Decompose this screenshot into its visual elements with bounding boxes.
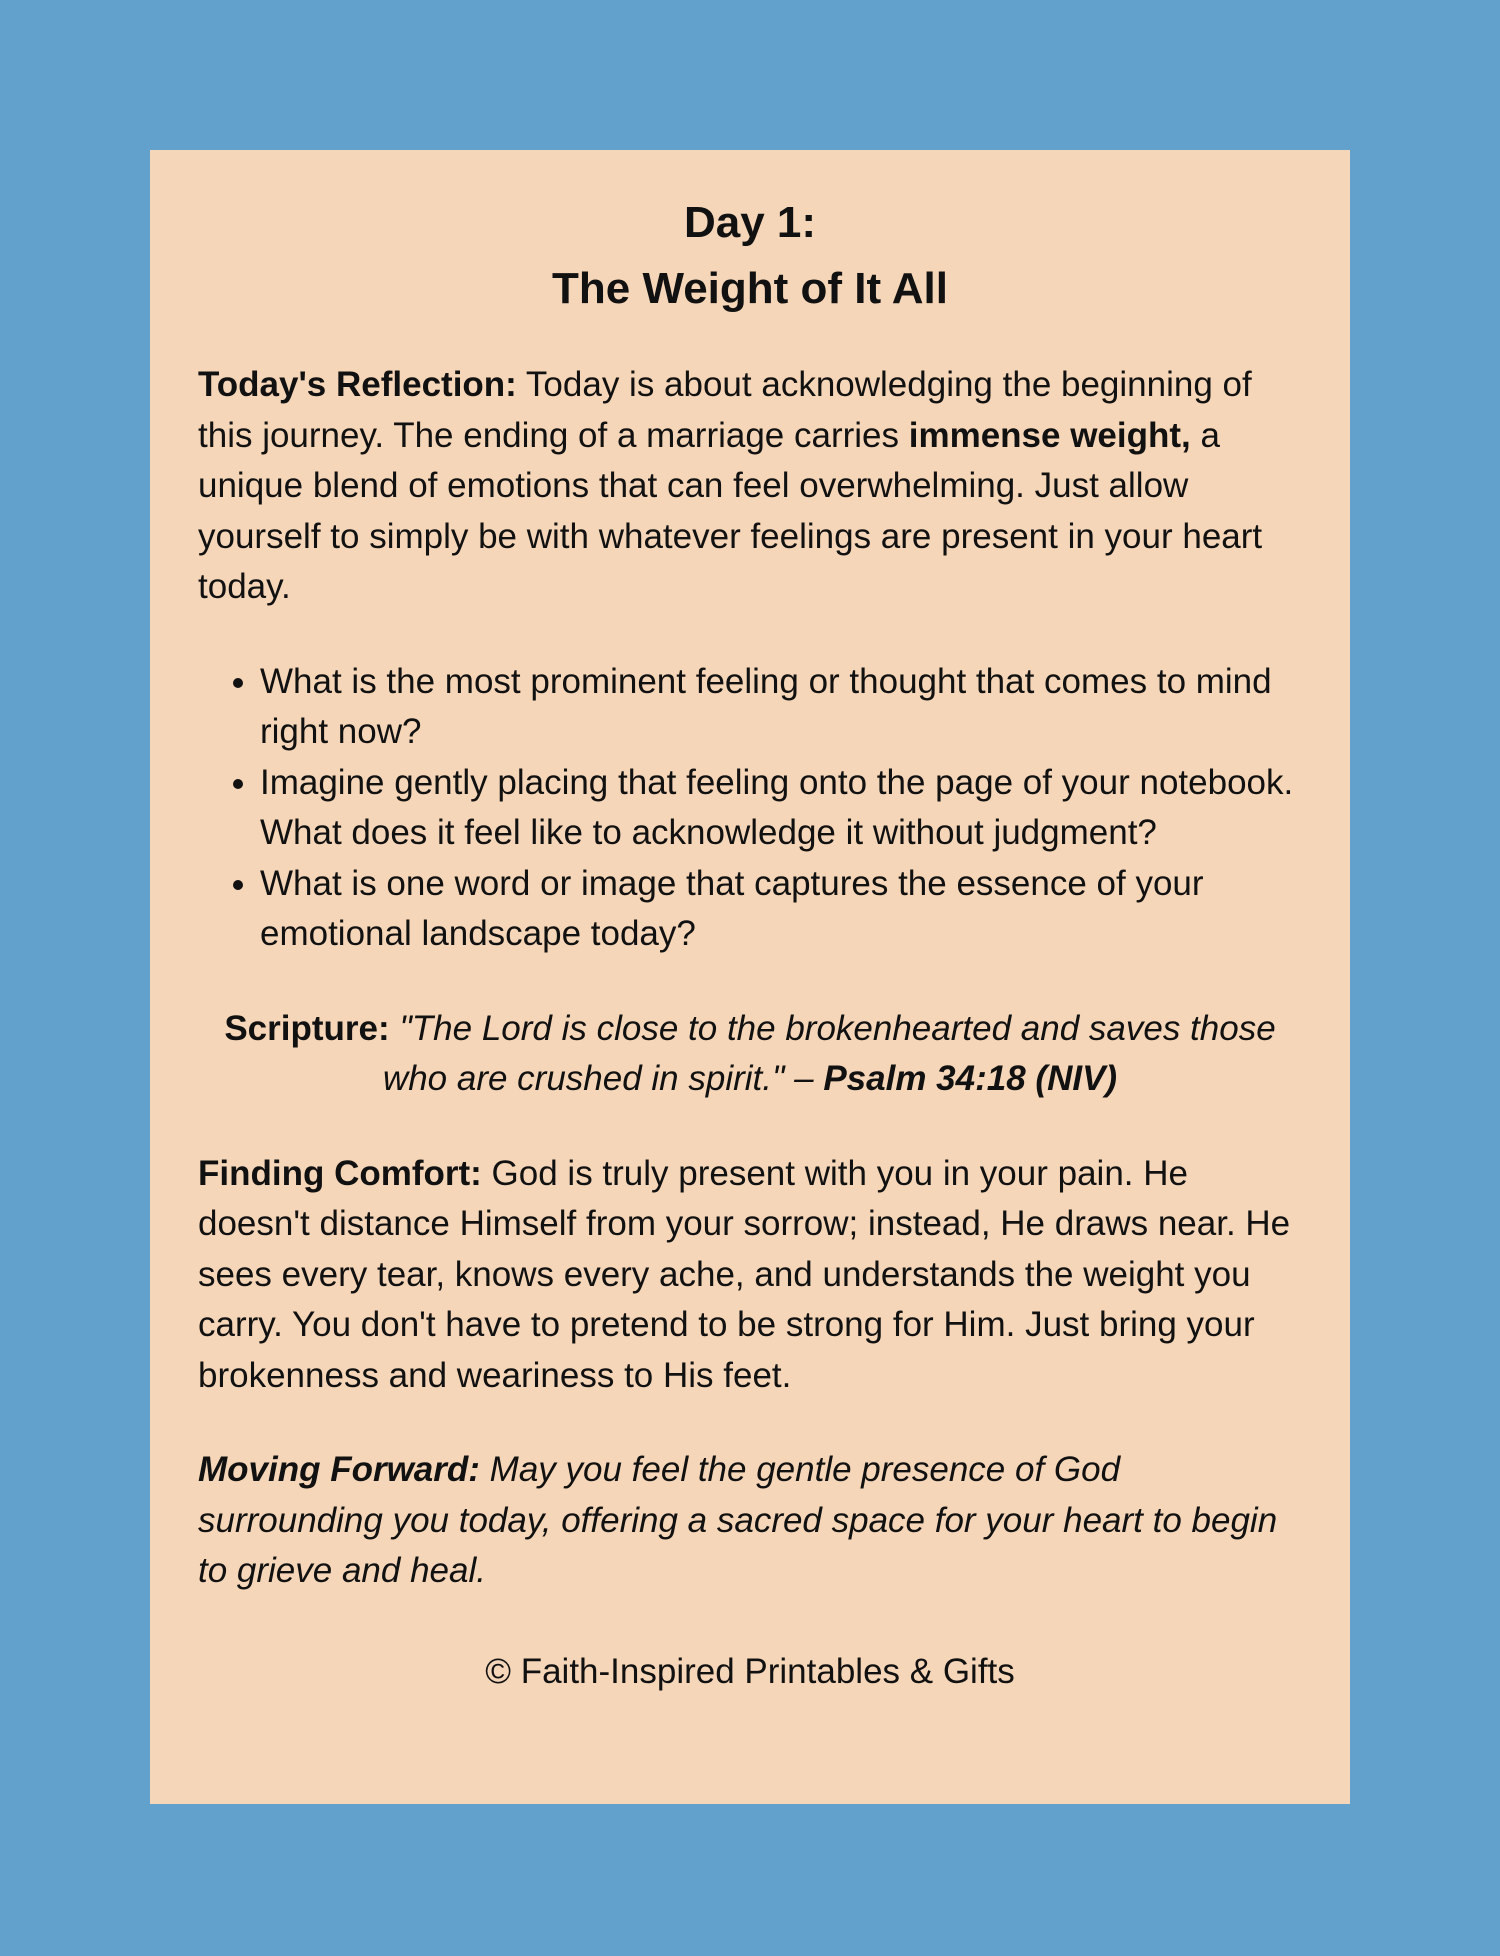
scripture-label: Scripture: — [224, 1008, 390, 1048]
page-title — [198, 190, 1302, 322]
reflection-questions-list — [198, 657, 1302, 960]
reflection-text-before: Today is about acknowledging the beginning of this journey. The ending of a marriage carries — [198, 365, 1252, 455]
title-heading: The Weight of It All — [552, 264, 948, 313]
moving-forward-paragraph — [198, 1445, 1302, 1597]
moving-forward-label: Moving Forward: — [198, 1450, 480, 1489]
scripture-paragraph — [198, 1004, 1302, 1105]
reflection-emphasis: immense weight, — [908, 415, 1191, 455]
scripture-reference: Psalm 34:18 (NIV) — [823, 1059, 1118, 1098]
comfort-paragraph — [198, 1149, 1302, 1402]
question-item: • Imagine gently placing that feeling onto the page of your notebook. What does it feel like to acknowledge it without judgment? — [260, 758, 1302, 859]
reflection-text-after: a unique blend of emotions that can feel overwhelming. Just allow yourself to simply be with whatever feelings are present in your heart today. — [198, 415, 1263, 606]
moving-forward-text: May you feel the gentle presence of God surrounding you today, offering a sacred space for your heart to begin to grieve and heal. — [198, 1450, 1278, 1590]
scripture-quote: "The Lord is close to the brokenhearted and saves those who are crushed in spirit." – — [382, 1008, 1276, 1098]
copyright-footer: © Faith-Inspired Printables & Gifts — [485, 1651, 1015, 1691]
reflection-paragraph — [198, 360, 1302, 613]
comfort-label: Finding Comfort: — [198, 1153, 482, 1193]
question-item: • What is the most prominent feeling or thought that comes to mind right now? — [260, 657, 1302, 758]
question-item: • What is one word or image that captures the essence of your emotional landscape today? — [260, 859, 1302, 960]
comfort-text: God is truly present with you in your pain. He doesn't distance Himself from your sorrow; instead, He draws near. He sees every tear, knows every ache, and understands the weight you carry. You don't have to pretend to be strong for Him. Just bring your brokenness and weariness to His feet. — [198, 1153, 1291, 1395]
reflection-label: Today's Reflection: — [198, 365, 517, 404]
devotional-card — [150, 150, 1350, 1804]
title-day: Day 1: — [683, 198, 817, 247]
